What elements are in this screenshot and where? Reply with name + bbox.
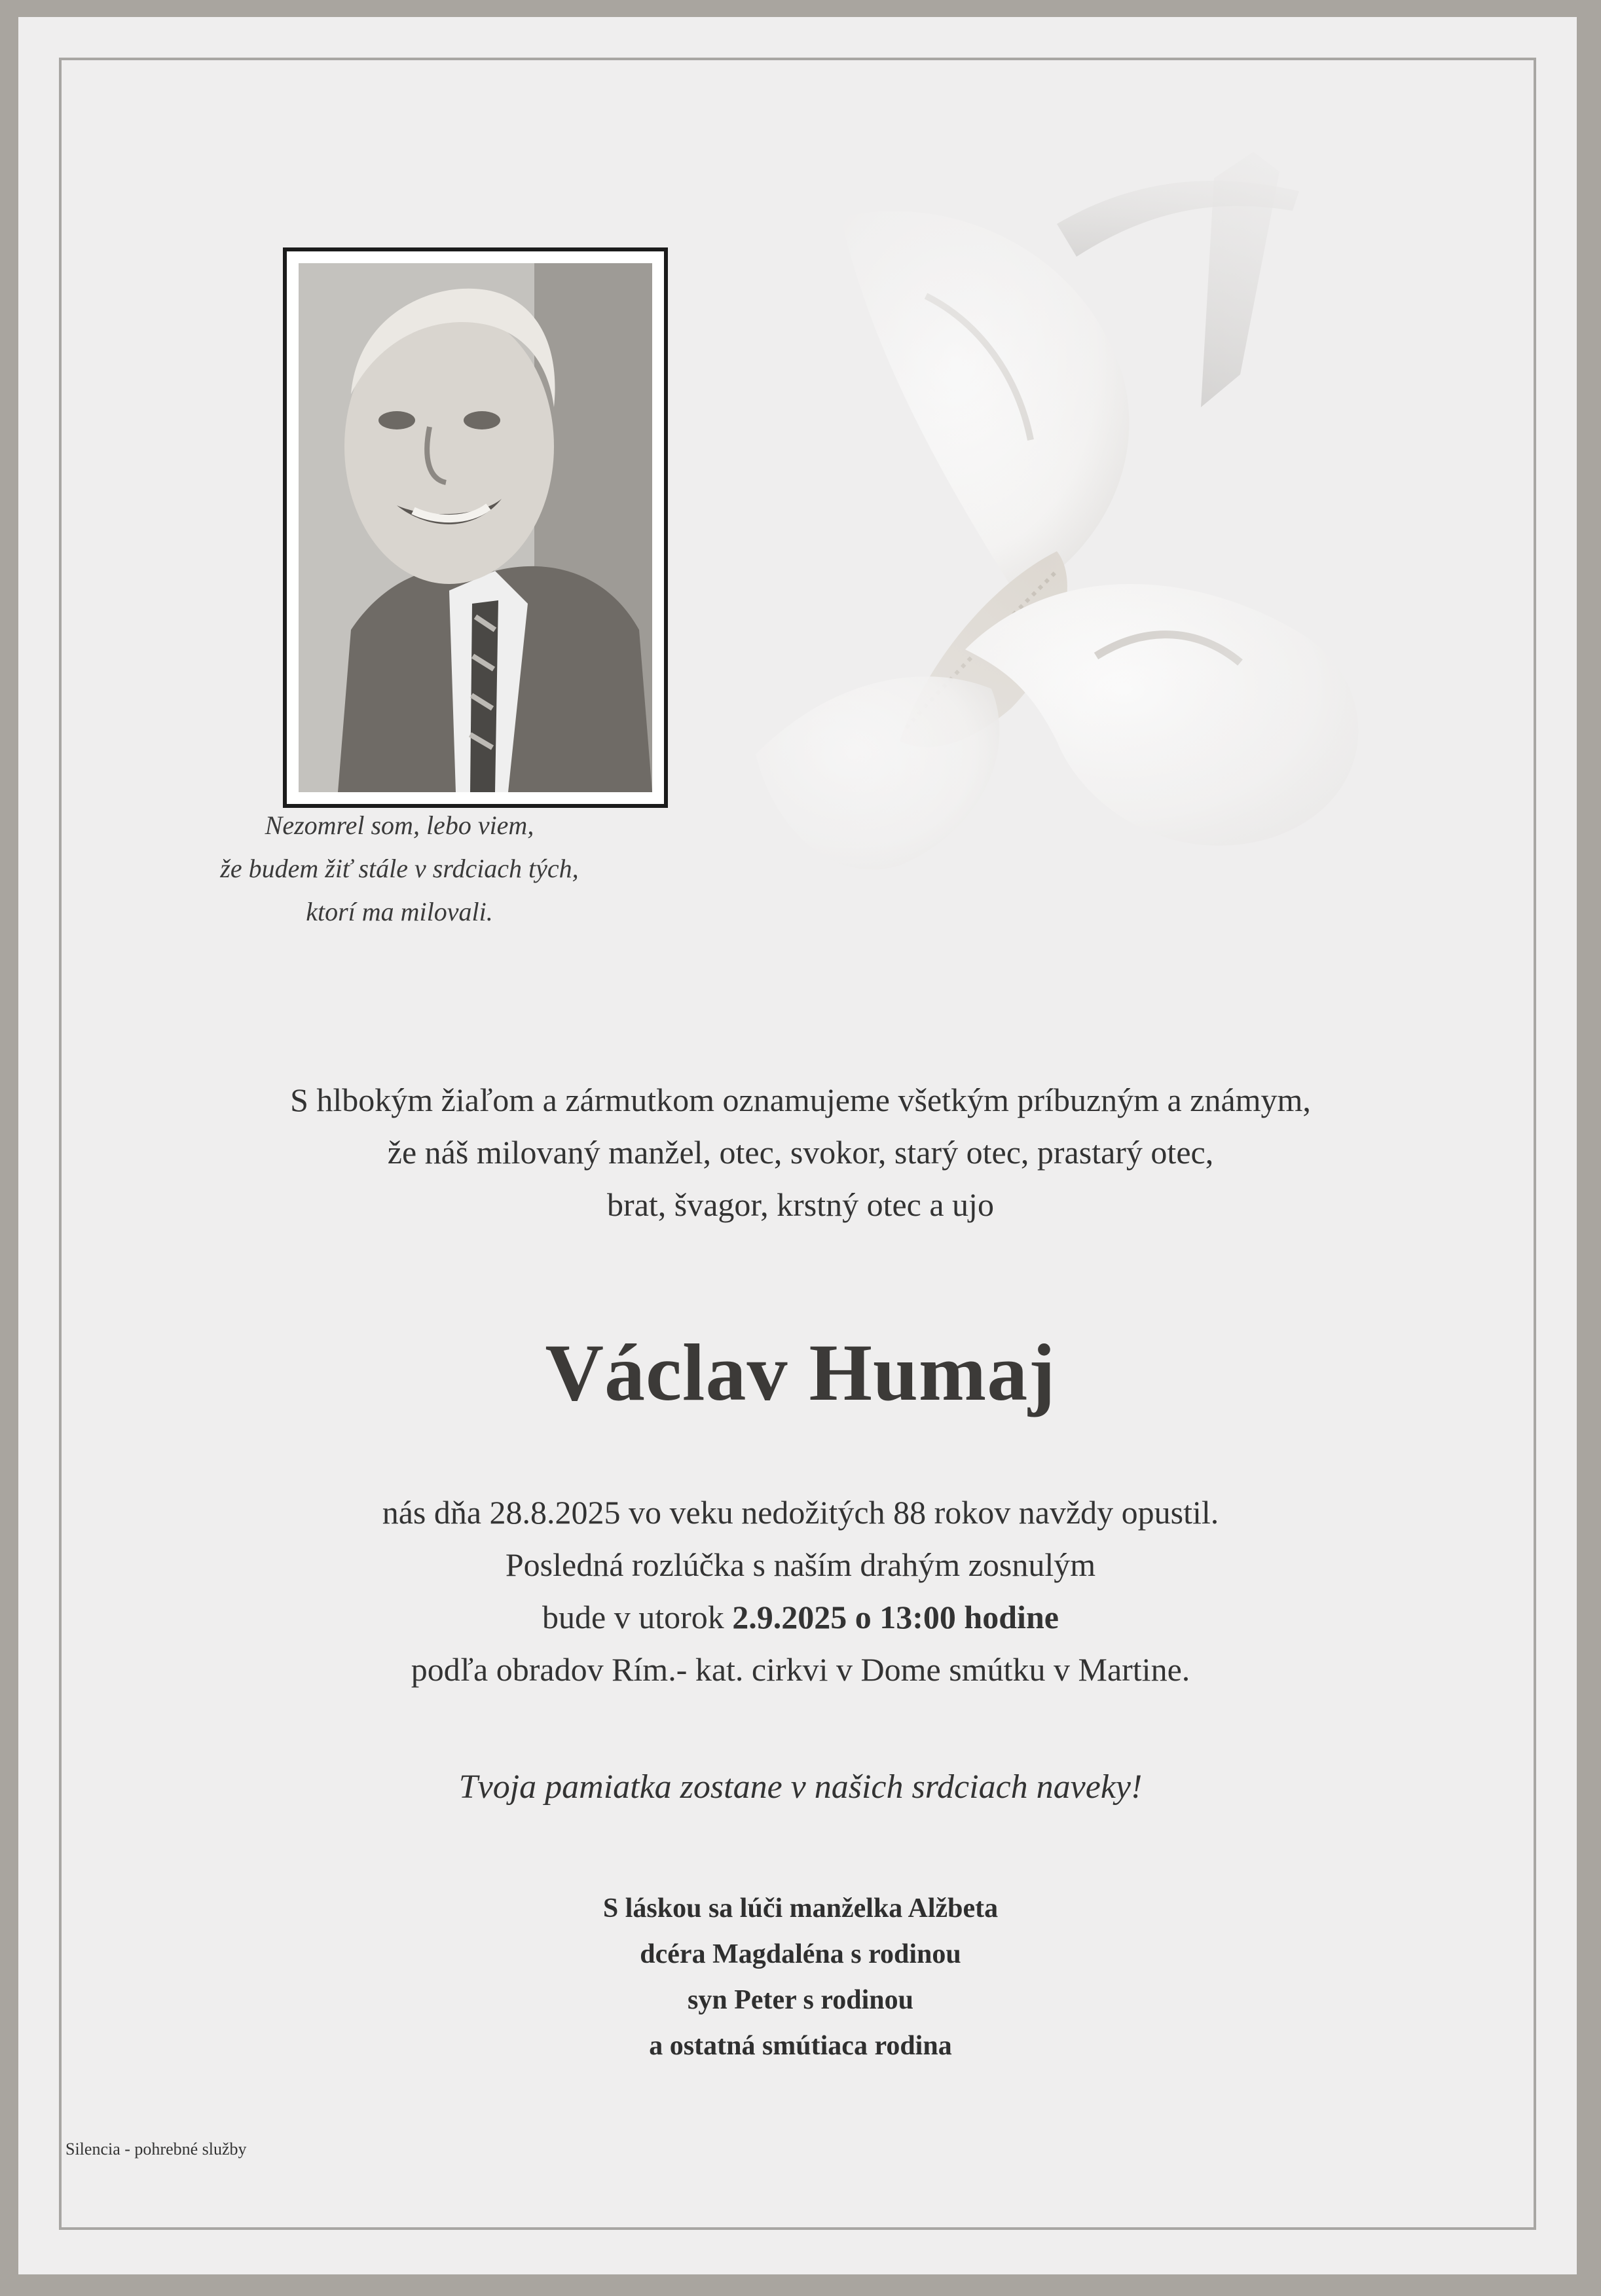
announcement-line: S hlbokým žiaľom a zármutkom oznamujeme všetkým príbuzným a známym, [290, 1082, 1311, 1118]
farewell-ceremony-line: Posledná rozlúčka s naším drahým zosnulým [505, 1546, 1096, 1583]
family-signoff [0, 1886, 1601, 2069]
signoff-line: S láskou sa lúči manželka Alžbeta [602, 1893, 999, 1923]
announcement-line: že náš milovaný manžel, otec, svokor, starý otec, prastarý otec, [387, 1134, 1214, 1171]
funeral-service-credit: Silencia - pohrebné služby [65, 2140, 247, 2159]
portrait-illustration [299, 263, 652, 792]
announcement-text [0, 1074, 1601, 1231]
quote-line: Nezomrel som, lebo viem, [265, 811, 534, 840]
ceremony-date-time: 2.9.2025 o 13:00 hodine [732, 1599, 1059, 1635]
ceremony-day: bude v utorok [542, 1599, 733, 1635]
announcement-line: brat, švagor, krstný otec a ujo [607, 1186, 994, 1223]
signoff-line: dcéra Magdaléna s rodinou [640, 1939, 961, 1969]
signoff-line: syn Peter s rodinou [688, 1985, 913, 2015]
funeral-details [0, 1486, 1601, 1696]
portrait-photo [283, 247, 668, 808]
ceremony-datetime-line [0, 1591, 1601, 1643]
deceased-name: Václav Humaj [545, 1328, 1056, 1417]
death-date-line: nás dňa 28.8.2025 vo veku nedožitých 88 rokov navždy opustil. [382, 1494, 1219, 1531]
ceremony-location-line: podľa obradov Rím.- kat. cirkvi v Dome smútku v Martine. [411, 1651, 1190, 1688]
memorial-quote [164, 804, 635, 934]
signoff-line: a ostatná smútiaca rodina [649, 2031, 952, 2061]
quote-line: že budem žiť stále v srdciach tých, [220, 854, 579, 883]
farewell-message: Tvoja pamiatka zostane v našich srdciach naveky! [458, 1768, 1143, 1806]
quote-line: ktorí ma milovali. [306, 897, 493, 926]
calla-lily-illustration [559, 100, 1528, 1016]
